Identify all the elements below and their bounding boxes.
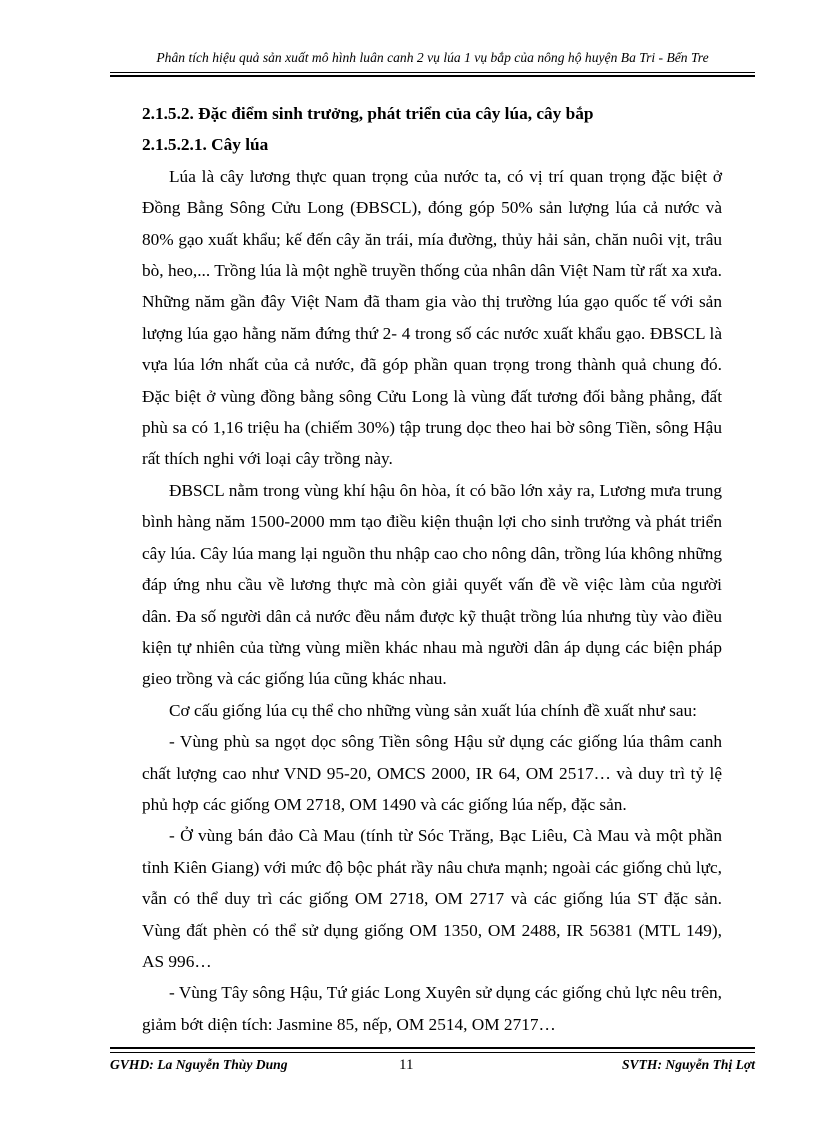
header-divider-thin [110, 72, 755, 73]
student-name: SVTH: Nguyễn Thị Lợt [621, 1057, 755, 1072]
subsection-heading: 2.1.5.2.1. Cây lúa [142, 135, 269, 155]
paragraph: Lúa là cây lương thực quan trọng của nước ta, có vị trí quan trọng đặc biệt ở Đồng Bằng Sông Cửu Long (ĐBSCL), đóng góp 50% sản lượng lúa cả nước và 80% gạo xuất khẩu; kế đến cây ăn trái, mía đường, thủy hải sản, chăn nuôi vịt, trâu bò, heo,... Trồng lúa là một nghề truyền thống của nhân dân Việt Nam từ rất xa xưa. Những năm gần đây Việt Nam đã tham gia vào thị trường lúa gạo quốc tế với sản lượng lúa gạo hằng năm đứng thứ 2- 4 trong số các nước xuất khẩu gạo. ĐBSCL là vựa lúa lớn nhất của cả nước, đã góp phần quan trọng trong thành quả chung đó. Đặc biệt ở vùng đồng bằng sông Cửu Long là vùng đất tương đối bằng phẳng, đất phù sa có 1,16 triệu ha (chiếm 30%) tập trung dọc theo hai bờ sông Tiền, sông Hậu rất thích nghi với loại cây trồng này. [142, 166, 722, 469]
section-heading: 2.1.5.2. Đặc điểm sinh trưởng, phát triển của cây lúa, cây bắp [142, 104, 594, 123]
list-item: - Vùng Tây sông Hậu, Tứ giác Long Xuyên sử dụng các giống chủ lực nêu trên, giảm bớt diện tích: Jasmine 85, nếp, OM 2514, OM 2717… [142, 983, 722, 1034]
paragraph: ĐBSCL nằm trong vùng khí hậu ôn hòa, ít có bão lớn xảy ra, Lương mưa trung bình hàng năm 1500-2000 mm tạo điều kiện thuận lợi cho sinh trưởng và phát triển cây lúa. Cây lúa mang lại nguồn thu nhập cao cho nông dân, trồng lúa không những đáp ứng nhu cầu về lương thực mà còn giải quyết vấn đề về việc làm của người dân. Đa số người dân cả nước đều nắm được kỹ thuật trồng lúa nhưng tùy vào điều kiện tự nhiên của từng vùng miền khác nhau mà người dân áp dụng các biện pháp gieo trồng và các giống lúa cũng khác nhau. [142, 480, 722, 689]
page-footer [110, 1054, 755, 1076]
header-divider-thick [110, 75, 755, 77]
list-item: - Vùng phù sa ngọt dọc sông Tiền sông Hậu sử dụng các giống lúa thâm canh chất lượng cao như VND 95-20, OMCS 2000, IR 64, OM 2517… và duy trì tỷ lệ phủ hợp các giống OM 2718, OM 1490 và các giống lúa nếp, đặc sản. [142, 732, 722, 814]
page-body [142, 98, 722, 1040]
footer-divider-thin [110, 1052, 755, 1053]
page-number: 11 [399, 1057, 414, 1073]
running-header: Phân tích hiệu quả sản xuất mô hình luân canh 2 vụ lúa 1 vụ bắp của nông hộ huyện Ba Tri - Bến Tre [156, 50, 709, 65]
footer-divider-thick [110, 1047, 755, 1049]
paragraph: Cơ cấu giống lúa cụ thể cho những vùng sản xuất lúa chính đề xuất như sau: [169, 700, 697, 720]
list-item: - Ở vùng bán đảo Cà Mau (tính từ Sóc Trăng, Bạc Liêu, Cà Mau và một phần tỉnh Kiên Giang) với mức độ bộc phát rầy nâu chưa mạnh; ngoài các giống chủ lực, vẫn có thể duy trì các giống OM 2718, OM 2717 và các giống lúa ST đặc sản. Vùng đất phèn có thể sử dụng giống OM 1350, OM 2488, IR 56381 (MTL 149), AS 996… [142, 826, 722, 971]
advisor-name: GVHD: La Nguyễn Thùy Dung [110, 1057, 288, 1072]
